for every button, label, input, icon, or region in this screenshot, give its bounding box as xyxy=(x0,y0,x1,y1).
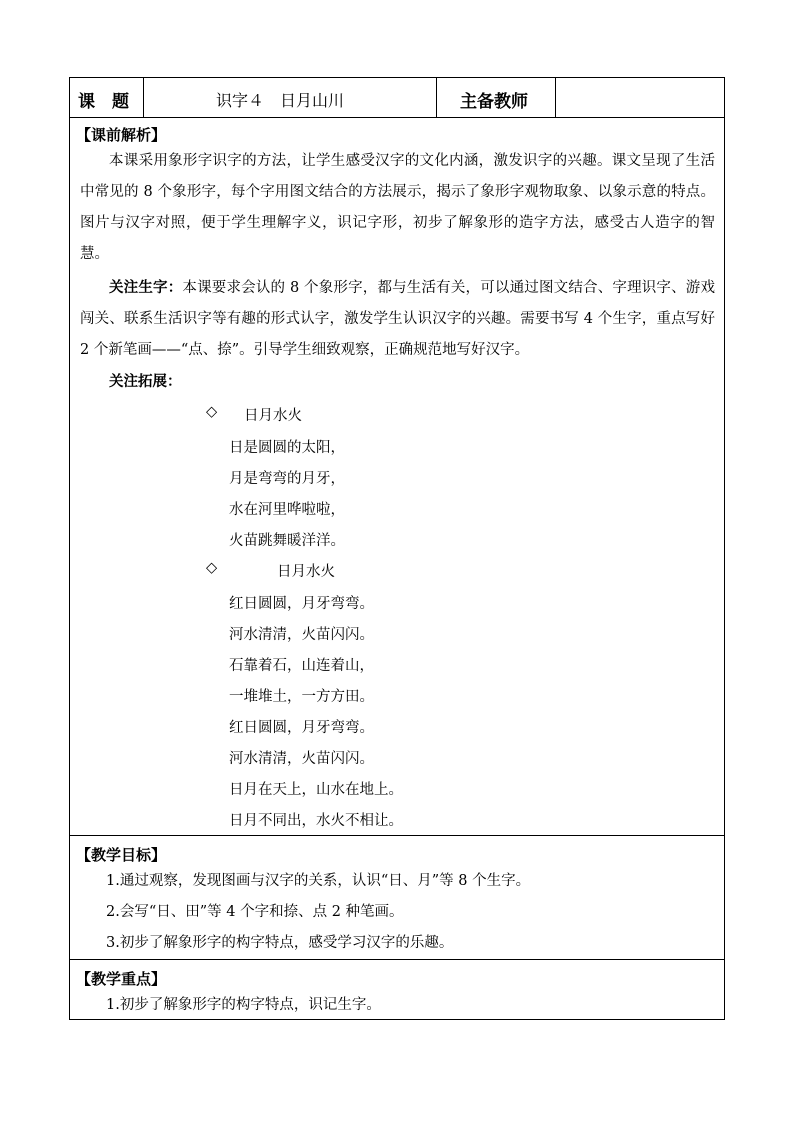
poem1-line: 水在河里哗啦啦， xyxy=(229,502,345,518)
focus-extension-label: 关注拓展： xyxy=(109,373,182,390)
poem2-line: 河水清清，火苗闪闪。 xyxy=(229,751,374,767)
poem1-line: 月是弯弯的月牙， xyxy=(229,471,345,487)
poem1-title: 日月水火 xyxy=(244,408,302,424)
poem2-bullet: ◇ xyxy=(206,560,218,576)
teacher-label: 主备教师 xyxy=(460,92,528,112)
focus-students-paragraph xyxy=(80,272,715,366)
key-points-section-divider xyxy=(70,959,724,960)
poem2-line: 一堆堆土，一方方田。 xyxy=(229,689,374,705)
goal-item: 1.通过观察，发现图画与汉字的关系，认识“日、月”等 8 个生字。 xyxy=(106,873,531,889)
header-col-divider-2 xyxy=(436,78,437,117)
poem2-line: 石靠着石，山连着山， xyxy=(229,658,374,674)
focus-students-label: 关注生字： xyxy=(109,279,183,296)
header-col-divider-3 xyxy=(555,78,556,117)
focus-students-text: 本课要求会认的 8 个象形字，都与生活有关，可以通过图文结合、字理识字、游戏闯关、联系生活识字等有趣的形式认字，激发学生认识汉字的兴趣。需要书写 4 个生字，重点写好 2 个新笔画——“点、捺”。引导学生细致观察，正确规范地写好汉字。 xyxy=(80,280,715,358)
poem2-line: 河水清清，火苗闪闪。 xyxy=(229,627,374,643)
key-point-item: 1.初步了解象形字的构字特点，识记生字。 xyxy=(106,997,381,1013)
poem1-line: 日是圆圆的太阳， xyxy=(229,440,345,456)
poem2-line: 日月不同出，水火不相让。 xyxy=(229,813,403,829)
pre-analysis-title: 【课前解析】 xyxy=(76,126,167,144)
topic-value: 识字４ 日月山川 xyxy=(216,91,345,110)
poem2-line: 红日圆圆，月牙弯弯。 xyxy=(229,596,374,612)
goal-item: 2.会写“日、田”等 4 个字和捺、点 2 种笔画。 xyxy=(106,904,404,920)
poem2-line: 红日圆圆，月牙弯弯。 xyxy=(229,720,374,736)
goal-item: 3.初步了解象形字的构字特点，感受学习汉字的乐趣。 xyxy=(106,935,454,951)
topic-label: 课 题 xyxy=(78,92,129,112)
header-col-divider-1 xyxy=(143,78,144,117)
poem1-bullet: ◇ xyxy=(206,404,218,420)
goals-title: 【教学目标】 xyxy=(76,846,167,864)
poem2-line: 日月在天上，山水在地上。 xyxy=(229,782,403,798)
pre-analysis-paragraph: 本课采用象形字识字的方法，让学生感受汉字的文化内涵，激发识字的兴趣。课文呈现了生活中常见的 8 个象形字，每个字用图文结合的方法展示，揭示了象形字观物取象、以象示意的特点。图片与汉字对照，便于学生理解字义，识记字形，初步了解象形的造字方法，感受古人造字的智慧。 xyxy=(80,153,715,262)
poem1-line: 火苗跳舞暖洋洋。 xyxy=(229,533,345,549)
header-row-divider xyxy=(70,117,724,118)
key-points-title: 【教学重点】 xyxy=(76,970,167,988)
goals-section-divider xyxy=(70,835,724,836)
poem2-title: 日月水火 xyxy=(277,564,335,580)
